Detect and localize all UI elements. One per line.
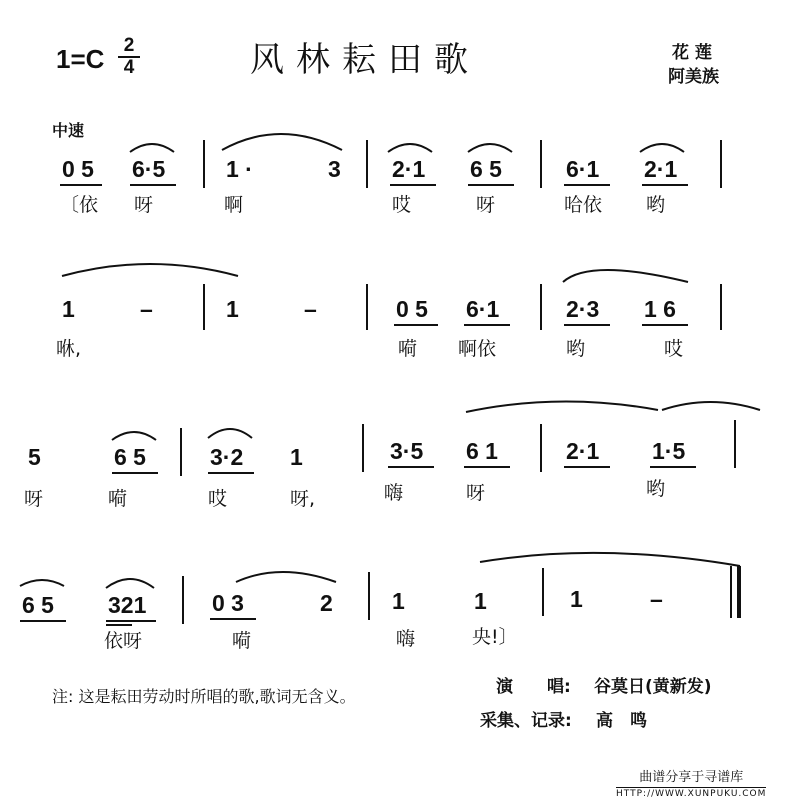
barline xyxy=(734,420,736,468)
watermark-text: 曲谱分享于寻谱库 xyxy=(639,770,744,785)
barline xyxy=(366,284,368,330)
underline xyxy=(208,472,254,474)
barline xyxy=(540,140,542,188)
note-group: 1·5 xyxy=(652,438,686,464)
time-signature-denominator: 4 xyxy=(123,57,135,78)
note-group: 1 6 xyxy=(644,296,676,322)
underline xyxy=(564,466,610,468)
barline xyxy=(203,140,205,188)
slur xyxy=(640,144,684,152)
note-group: 3 xyxy=(328,156,341,182)
note-group: 1 xyxy=(570,586,583,612)
note-group: 1 xyxy=(226,296,239,322)
watermark-url[interactable]: HTTP://WWW.XUNPUKU.COM xyxy=(616,789,767,799)
lyric: 央!〕 xyxy=(472,626,518,648)
note-group: 321 xyxy=(108,592,147,618)
lyric: 呀, xyxy=(290,488,316,510)
recorder-label: 采集、记录: xyxy=(480,711,572,731)
lyric: 呀 xyxy=(134,194,154,216)
note-group: 0 5 xyxy=(396,296,428,322)
slur xyxy=(236,572,336,582)
note-group: – xyxy=(304,296,317,322)
note-group: 2·1 xyxy=(392,156,426,182)
barline xyxy=(542,568,544,616)
singer-label: 演 唱: xyxy=(496,677,571,697)
tie xyxy=(62,264,238,276)
note-group: 3·2 xyxy=(210,444,244,470)
lyric: 咻, xyxy=(56,338,82,360)
barline xyxy=(720,284,722,330)
lyric: 依呀 xyxy=(104,630,143,652)
tie xyxy=(222,134,342,150)
underline xyxy=(468,184,514,186)
underline xyxy=(394,324,438,326)
slur xyxy=(468,144,512,152)
underline xyxy=(130,184,176,186)
origin-people: 阿美族 xyxy=(668,67,719,87)
underline xyxy=(564,184,610,186)
lyric: 哎 xyxy=(664,338,684,360)
slur xyxy=(563,270,688,282)
lyric: 呀 xyxy=(24,488,44,510)
slur xyxy=(466,401,658,412)
note-group: 6 5 xyxy=(114,444,146,470)
note-group: 6 5 xyxy=(470,156,502,182)
note-group: – xyxy=(650,586,663,612)
note-group: 1 xyxy=(290,444,303,470)
footnote: 注: 这是耘田劳动时所唱的歌,歌词无含义。 xyxy=(52,687,356,706)
underline xyxy=(388,466,434,468)
note-group: 1 xyxy=(392,588,405,614)
tie xyxy=(20,580,64,586)
barline xyxy=(368,572,370,620)
note-group: 1 · xyxy=(226,156,253,182)
note-group: 2·3 xyxy=(566,296,600,322)
underline xyxy=(112,472,158,474)
underline xyxy=(464,466,510,468)
lyric: 嗨 xyxy=(384,482,404,504)
slur xyxy=(112,432,156,440)
lyric: 嗬 xyxy=(232,630,252,652)
slur xyxy=(106,579,154,588)
underline xyxy=(106,620,156,622)
note-group: 5 xyxy=(28,444,41,470)
barline xyxy=(182,576,184,624)
lyric: 啊 xyxy=(224,194,244,216)
underline xyxy=(20,620,66,622)
note-group: 1 xyxy=(474,588,487,614)
origin-place: 花 莲 xyxy=(672,43,712,63)
note-group: 6·1 xyxy=(566,156,600,182)
note-group: 1 xyxy=(62,296,75,322)
barline xyxy=(180,428,182,476)
underline xyxy=(390,184,436,186)
lyric: 哟 xyxy=(566,338,586,360)
note-group: 0 3 xyxy=(212,590,244,616)
underline xyxy=(60,184,102,186)
barline xyxy=(540,424,542,472)
recorder-name: 高 鸣 xyxy=(596,711,647,731)
lyric: 啊依 xyxy=(458,338,497,360)
lyric: 嗬 xyxy=(108,488,128,510)
note-group: 2 xyxy=(320,590,333,616)
lyric: 哈依 xyxy=(564,194,603,216)
slur xyxy=(388,144,432,152)
barline xyxy=(366,140,368,188)
underline xyxy=(650,466,696,468)
final-barline-thick xyxy=(737,566,741,618)
singer-name: 谷莫日(黄新发) xyxy=(594,677,712,697)
slur xyxy=(208,429,252,438)
slur xyxy=(130,144,174,152)
underline xyxy=(210,618,256,620)
note-group: 6 1 xyxy=(466,438,498,464)
note-group: 2·1 xyxy=(644,156,678,182)
barline xyxy=(540,284,542,330)
lyric: 呀 xyxy=(476,194,496,216)
final-barline-thin xyxy=(730,566,732,618)
lyric: 哟 xyxy=(646,194,666,216)
barline xyxy=(203,284,205,330)
lyric: 呀 xyxy=(466,482,486,504)
lyric: 嗬 xyxy=(398,338,418,360)
underline xyxy=(464,324,510,326)
time-signature-numerator: 2 xyxy=(118,36,140,58)
tie xyxy=(662,402,760,410)
barline xyxy=(720,140,722,188)
underline xyxy=(642,184,688,186)
underline xyxy=(642,324,688,326)
note-group: 6·1 xyxy=(466,296,500,322)
tie xyxy=(480,553,740,566)
note-group: 6 5 xyxy=(22,592,54,618)
underline xyxy=(564,324,610,326)
lyric: 哟 xyxy=(646,478,666,500)
note-group: – xyxy=(140,296,153,322)
lyric: 嗨 xyxy=(396,628,416,650)
note-group: 0 5 xyxy=(62,156,94,182)
note-group: 6·5 xyxy=(132,156,166,182)
lyric: 哎 xyxy=(208,488,228,510)
watermark xyxy=(616,766,766,799)
note-group: 3·5 xyxy=(390,438,424,464)
key-signature: 1=C xyxy=(56,44,105,74)
note-group: 2·1 xyxy=(566,438,600,464)
lyric: 〔依 xyxy=(60,194,99,216)
song-title: 风林耘田歌 xyxy=(250,40,480,80)
lyric: 哎 xyxy=(392,194,412,216)
tempo-marking: 中速 xyxy=(52,121,85,140)
barline xyxy=(362,424,364,472)
